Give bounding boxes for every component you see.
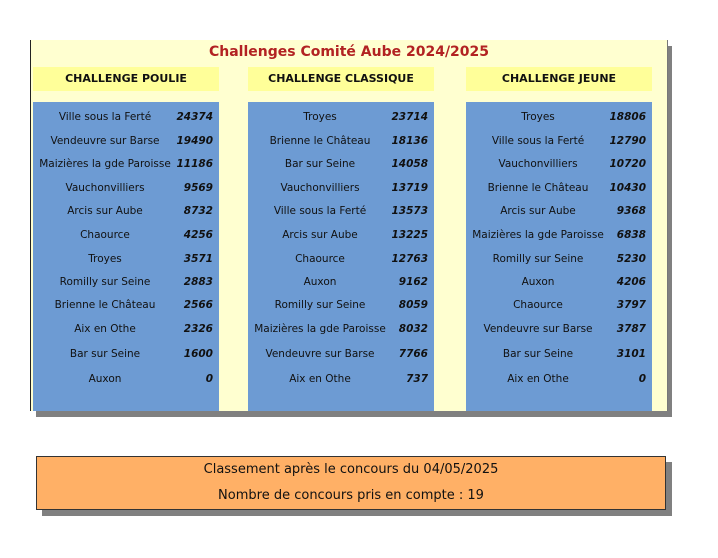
column-jeune bbox=[466, 67, 652, 385]
club-name: Auxon bbox=[88, 373, 122, 385]
table-row bbox=[33, 250, 219, 270]
table-row bbox=[248, 273, 434, 293]
club-score: 3571 bbox=[183, 253, 213, 265]
club-score: 18136 bbox=[391, 135, 428, 147]
club-name: Arcis sur Aube bbox=[282, 229, 358, 241]
club-score: 12763 bbox=[391, 253, 428, 265]
table-row bbox=[33, 202, 219, 222]
club-name: Ville sous la Ferté bbox=[273, 205, 367, 217]
club-name: Brienne le Château bbox=[487, 182, 589, 194]
column-header: CHALLENGE POULIE bbox=[33, 67, 219, 91]
club-name: Vendeuvre sur Barse bbox=[50, 135, 160, 147]
club-score: 4256 bbox=[183, 229, 213, 241]
ranking-date-text: Classement après le concours du 04/05/2025 bbox=[203, 462, 499, 477]
club-score: 5230 bbox=[616, 253, 646, 265]
club-name: Chaource bbox=[295, 253, 345, 265]
club-score: 13573 bbox=[391, 205, 428, 217]
club-score: 18806 bbox=[609, 111, 646, 123]
table-row bbox=[33, 273, 219, 293]
table-row bbox=[33, 179, 219, 199]
club-name: Bar sur Seine bbox=[502, 348, 574, 360]
table-row bbox=[466, 250, 652, 270]
table-row bbox=[248, 202, 434, 222]
table-row bbox=[466, 345, 652, 365]
club-score: 3787 bbox=[616, 323, 646, 335]
column-classique bbox=[248, 67, 434, 385]
table-row bbox=[248, 132, 434, 152]
club-score: 14058 bbox=[391, 158, 428, 170]
table-row bbox=[466, 226, 652, 246]
club-score: 9569 bbox=[183, 182, 213, 194]
club-name: Troyes bbox=[303, 111, 337, 123]
column-header: CHALLENGE CLASSIQUE bbox=[248, 67, 434, 91]
club-score: 8032 bbox=[398, 323, 428, 335]
table-row bbox=[33, 296, 219, 316]
ranking-info-box bbox=[36, 456, 666, 510]
club-name: Aix en Othe bbox=[289, 373, 351, 385]
club-score: 24374 bbox=[176, 111, 213, 123]
club-score: 737 bbox=[406, 373, 428, 385]
club-name: Vauchonvilliers bbox=[280, 182, 360, 194]
club-score: 3797 bbox=[616, 299, 646, 311]
table-row bbox=[466, 108, 652, 128]
club-name: Chaource bbox=[513, 299, 563, 311]
club-name: Ville sous la Ferté bbox=[58, 111, 152, 123]
club-name: Troyes bbox=[521, 111, 555, 123]
club-name: Vendeuvre sur Barse bbox=[265, 348, 375, 360]
club-score: 3101 bbox=[616, 348, 646, 360]
column-body bbox=[33, 102, 219, 411]
table-row bbox=[466, 132, 652, 152]
table-row bbox=[248, 296, 434, 316]
table-row bbox=[33, 370, 219, 390]
club-name: Brienne le Château bbox=[269, 135, 371, 147]
column-body bbox=[466, 102, 652, 411]
table-row bbox=[33, 155, 219, 175]
club-name: Vauchonvilliers bbox=[65, 182, 145, 194]
table-row bbox=[248, 345, 434, 365]
club-score: 10430 bbox=[609, 182, 646, 194]
club-score: 1600 bbox=[183, 348, 213, 360]
club-name: Bar sur Seine bbox=[69, 348, 141, 360]
table-row bbox=[466, 370, 652, 390]
club-score: 10720 bbox=[609, 158, 646, 170]
column-poulie bbox=[33, 67, 219, 385]
club-score: 4206 bbox=[616, 276, 646, 288]
club-name: Vauchonvilliers bbox=[498, 158, 578, 170]
table-row bbox=[248, 250, 434, 270]
club-score: 0 bbox=[638, 373, 646, 385]
club-name: Bar sur Seine bbox=[284, 158, 356, 170]
club-score: 6838 bbox=[616, 229, 646, 241]
club-name: Aix en Othe bbox=[74, 323, 136, 335]
club-score: 2883 bbox=[183, 276, 213, 288]
table-row bbox=[248, 108, 434, 128]
table-row bbox=[466, 202, 652, 222]
table-row bbox=[248, 370, 434, 390]
club-name: Auxon bbox=[303, 276, 337, 288]
club-name: Vendeuvre sur Barse bbox=[483, 323, 593, 335]
club-score: 9368 bbox=[616, 205, 646, 217]
club-name: Aix en Othe bbox=[507, 373, 569, 385]
table-row bbox=[33, 345, 219, 365]
club-name: Arcis sur Aube bbox=[500, 205, 576, 217]
club-name: Troyes bbox=[88, 253, 122, 265]
table-row bbox=[33, 226, 219, 246]
table-row bbox=[466, 273, 652, 293]
club-name: Ville sous la Ferté bbox=[491, 135, 585, 147]
club-score: 23714 bbox=[391, 111, 428, 123]
club-score: 2566 bbox=[183, 299, 213, 311]
club-score: 11186 bbox=[176, 158, 213, 170]
table-row bbox=[466, 155, 652, 175]
column-header: CHALLENGE JEUNE bbox=[466, 67, 652, 91]
table-row bbox=[33, 320, 219, 340]
table-row bbox=[33, 108, 219, 128]
club-name: Maizières la gde Paroisse bbox=[39, 158, 171, 170]
page-title: Challenges Comité Aube 2024/2025 bbox=[208, 44, 490, 60]
rankings-board bbox=[30, 40, 668, 411]
table-row bbox=[466, 320, 652, 340]
table-row bbox=[466, 179, 652, 199]
table-row bbox=[466, 296, 652, 316]
table-row bbox=[33, 132, 219, 152]
club-score: 12790 bbox=[609, 135, 646, 147]
club-name: Arcis sur Aube bbox=[67, 205, 143, 217]
club-name: Brienne le Château bbox=[54, 299, 156, 311]
club-name: Auxon bbox=[521, 276, 555, 288]
club-name: Romilly sur Seine bbox=[274, 299, 366, 311]
club-name: Maizières la gde Paroisse bbox=[472, 229, 604, 241]
table-row bbox=[248, 179, 434, 199]
club-score: 2326 bbox=[183, 323, 213, 335]
column-body bbox=[248, 102, 434, 411]
club-score: 8732 bbox=[183, 205, 213, 217]
club-score: 7766 bbox=[398, 348, 428, 360]
table-row bbox=[248, 226, 434, 246]
table-row bbox=[248, 155, 434, 175]
club-name: Chaource bbox=[80, 229, 130, 241]
club-name: Romilly sur Seine bbox=[59, 276, 151, 288]
club-score: 19490 bbox=[176, 135, 213, 147]
club-score: 8059 bbox=[398, 299, 428, 311]
club-score: 9162 bbox=[398, 276, 428, 288]
club-score: 13225 bbox=[391, 229, 428, 241]
table-row bbox=[248, 320, 434, 340]
club-name: Maizières la gde Paroisse bbox=[254, 323, 386, 335]
club-score: 0 bbox=[205, 373, 213, 385]
club-score: 13719 bbox=[391, 182, 428, 194]
contest-count-text: Nombre de concours pris en compte : 19 bbox=[218, 488, 484, 503]
club-name: Romilly sur Seine bbox=[492, 253, 584, 265]
